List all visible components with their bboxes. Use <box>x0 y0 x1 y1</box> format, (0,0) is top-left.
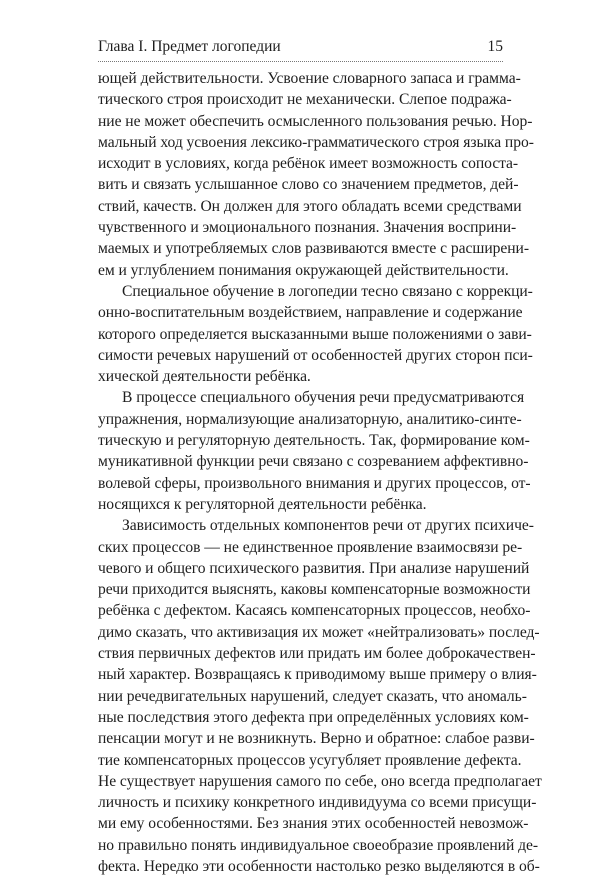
text-line: упражнения, нормализующие анализаторную, аналитико-синте- <box>98 410 522 428</box>
text-line: но правильно понять индивидуальное своеобразие проявлений де- <box>98 836 539 854</box>
text-line: симости речевых нарушений от особенностей других сторон пси- <box>98 346 533 364</box>
text-line: ствия первичных дефектов или придать им более доброкачествен- <box>98 645 536 663</box>
text-line: личность и психику конкретного индивидуума со всеми присущи- <box>98 794 537 812</box>
text-line: носящихся к регуляторной деятельности ребёнка. <box>98 495 427 513</box>
text-line: онно-воспитательным воздействием, направление и содержание <box>98 304 523 322</box>
paragraph <box>98 515 542 877</box>
text-line: ми ему особенностями. Без знания этих особенностей невозмож- <box>98 815 529 833</box>
text-line: фекта. Нередко эти особенности настолько резко выделяются в об- <box>98 857 540 875</box>
text-line: тическую и регуляторную деятельность. Так, формирование ком- <box>98 432 530 450</box>
text-line: В процессе специального обучения речи предусматриваются <box>122 389 525 407</box>
text-line: пенсации могут и не возникнуть. Верно и обратное: слабое разви- <box>98 730 535 748</box>
text-line: мальный ход усвоения лексико-грамматического строя языка про- <box>98 133 534 151</box>
text-line: исходит в условиях, когда ребёнок имеет возможность сопостa- <box>98 155 518 173</box>
text-line: хической деятельности ребёнка. <box>98 368 311 386</box>
text-line: которого определяется высказанными выше положениями о зави- <box>98 325 532 343</box>
text-line: Зависимость отдельных компонентов речи от других психиче- <box>122 517 534 535</box>
text-line: Специальное обучение в логопедии тесно связано с коррекци- <box>122 282 533 300</box>
text-line: ских процессов — не единственное проявление взаимосвязи ре- <box>98 538 523 556</box>
text-line: ные последствия этого дефекта при определённых условиях ком- <box>98 708 529 726</box>
page-number: 15 <box>487 38 503 55</box>
paragraph <box>98 68 534 281</box>
text-line: волевой сферы, произвольного внимания и других процессов, от- <box>98 474 531 492</box>
running-head <box>98 36 503 58</box>
text-line: вить и связать услышанное слово со значением предметов, дей- <box>98 176 519 194</box>
text-line: ный характер. Возвращаясь к приводимому выше примеру о влия- <box>98 666 537 684</box>
text-line: ребёнка с дефектом. Касаясь компенсаторных процессов, необхо- <box>98 602 531 620</box>
header-divider <box>98 61 503 62</box>
text-line: чевого и общего психического развития. При анализе нарушений <box>98 559 530 577</box>
text-line: Не существует нарушения самого по себе, оно всегда предполагает <box>98 772 542 790</box>
text-line: нии речедвигательных нарушений, следует сказать, что аномаль- <box>98 687 527 705</box>
text-line: ствий, качеств. Он должен для этого обладать всеми средствами <box>98 197 522 215</box>
text-line: ем и углублением понимания окружающей действительности. <box>98 261 509 279</box>
text-line: ние не может обеспечить осмысленного пользования речью. Нор- <box>98 112 533 130</box>
body-text <box>98 68 542 877</box>
text-line: муникативной функции речи связано с созреванием аффективно- <box>98 453 529 471</box>
text-line: димо сказать, что активизация их может «нейтрализовать» послед- <box>98 623 540 641</box>
text-line: ющей действительности. Усвоение словарного запаса и граммa- <box>98 70 521 87</box>
text-line: речи приходится выяснять, каковы компенсаторные возможности <box>98 581 531 599</box>
text-line: тического строя происходит не механически. Слепое подража- <box>98 91 512 109</box>
text-line: чувственного и эмоционального познания. Значения восприни- <box>98 219 517 237</box>
paragraph <box>98 387 531 515</box>
paragraph <box>98 281 533 387</box>
text-line: тие компенсаторных процессов усугубляет проявление дефекта. <box>98 751 522 769</box>
chapter-title: Глава I. Предмет логопедии <box>98 38 281 55</box>
text-line: маемых и употребляемых слов развиваются вместе с расширени- <box>98 240 529 258</box>
